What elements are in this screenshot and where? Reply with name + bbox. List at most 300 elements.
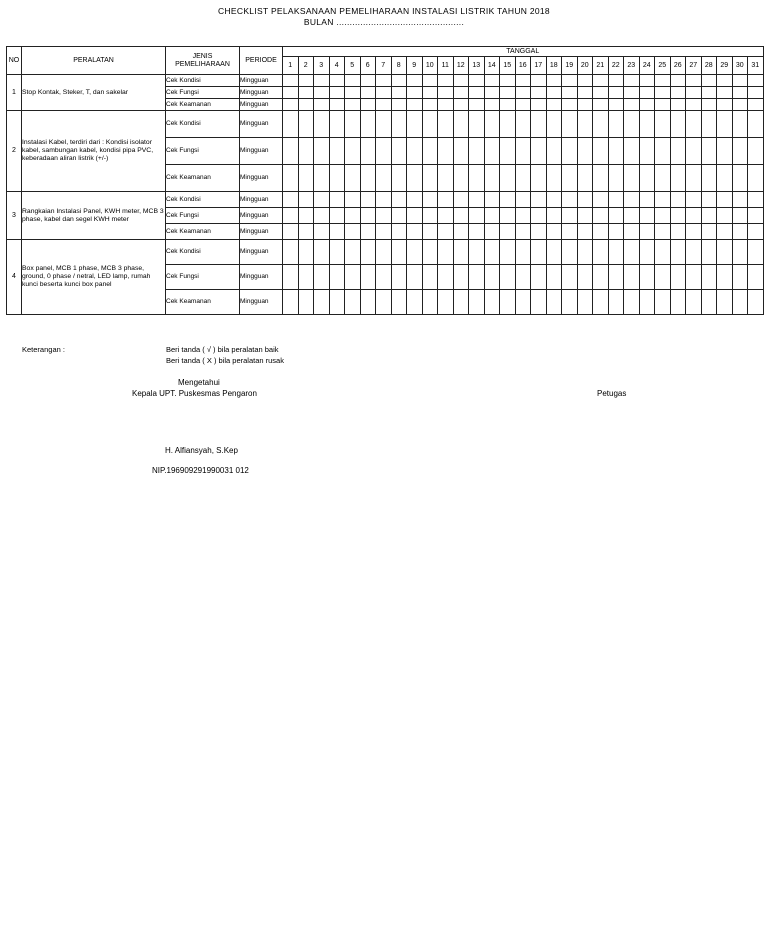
check-cell[interactable] [515,138,531,165]
check-cell[interactable] [748,192,764,208]
check-cell[interactable] [624,138,640,165]
check-cell[interactable] [469,111,485,138]
check-cell[interactable] [732,75,748,87]
check-cell[interactable] [453,165,469,192]
check-cell[interactable] [515,111,531,138]
check-cell[interactable] [577,265,593,290]
check-cell[interactable] [639,224,655,240]
check-cell[interactable] [314,165,330,192]
check-cell[interactable] [701,75,717,87]
check-cell[interactable] [283,192,299,208]
check-cell[interactable] [407,224,423,240]
check-cell[interactable] [314,208,330,224]
check-cell[interactable] [546,208,562,224]
check-cell[interactable] [453,75,469,87]
check-cell[interactable] [670,87,686,99]
check-cell[interactable] [655,87,671,99]
check-cell[interactable] [546,224,562,240]
check-cell[interactable] [717,75,733,87]
check-cell[interactable] [391,265,407,290]
check-cell[interactable] [329,240,345,265]
check-cell[interactable] [686,290,702,315]
check-cell[interactable] [438,240,454,265]
check-cell[interactable] [391,87,407,99]
check-cell[interactable] [577,290,593,315]
check-cell[interactable] [515,240,531,265]
check-cell[interactable] [701,99,717,111]
check-cell[interactable] [748,138,764,165]
check-cell[interactable] [717,99,733,111]
check-cell[interactable] [314,265,330,290]
check-cell[interactable] [732,240,748,265]
check-cell[interactable] [655,208,671,224]
check-cell[interactable] [360,111,376,138]
check-cell[interactable] [283,111,299,138]
check-cell[interactable] [391,240,407,265]
check-cell[interactable] [639,208,655,224]
check-cell[interactable] [500,240,516,265]
check-cell[interactable] [717,111,733,138]
check-cell[interactable] [593,224,609,240]
check-cell[interactable] [438,75,454,87]
check-cell[interactable] [376,265,392,290]
check-cell[interactable] [670,208,686,224]
check-cell[interactable] [484,111,500,138]
check-cell[interactable] [624,290,640,315]
check-cell[interactable] [748,208,764,224]
check-cell[interactable] [484,240,500,265]
check-cell[interactable] [624,111,640,138]
check-cell[interactable] [670,111,686,138]
check-cell[interactable] [670,240,686,265]
check-cell[interactable] [298,111,314,138]
check-cell[interactable] [438,224,454,240]
check-cell[interactable] [655,138,671,165]
check-cell[interactable] [453,87,469,99]
check-cell[interactable] [655,111,671,138]
check-cell[interactable] [670,290,686,315]
check-cell[interactable] [391,138,407,165]
check-cell[interactable] [655,224,671,240]
check-cell[interactable] [562,224,578,240]
check-cell[interactable] [453,208,469,224]
check-cell[interactable] [577,208,593,224]
check-cell[interactable] [686,192,702,208]
check-cell[interactable] [314,290,330,315]
check-cell[interactable] [717,224,733,240]
check-cell[interactable] [562,99,578,111]
check-cell[interactable] [732,224,748,240]
check-cell[interactable] [655,192,671,208]
check-cell[interactable] [298,99,314,111]
check-cell[interactable] [329,224,345,240]
check-cell[interactable] [469,99,485,111]
check-cell[interactable] [717,192,733,208]
check-cell[interactable] [500,111,516,138]
check-cell[interactable] [283,290,299,315]
check-cell[interactable] [562,290,578,315]
check-cell[interactable] [407,208,423,224]
check-cell[interactable] [624,87,640,99]
check-cell[interactable] [376,99,392,111]
check-cell[interactable] [407,290,423,315]
check-cell[interactable] [608,240,624,265]
check-cell[interactable] [531,111,547,138]
check-cell[interactable] [608,192,624,208]
check-cell[interactable] [298,138,314,165]
check-cell[interactable] [438,138,454,165]
check-cell[interactable] [717,138,733,165]
check-cell[interactable] [298,165,314,192]
check-cell[interactable] [422,224,438,240]
check-cell[interactable] [701,192,717,208]
check-cell[interactable] [562,87,578,99]
check-cell[interactable] [701,165,717,192]
check-cell[interactable] [686,138,702,165]
check-cell[interactable] [701,111,717,138]
check-cell[interactable] [484,192,500,208]
check-cell[interactable] [608,111,624,138]
check-cell[interactable] [298,192,314,208]
check-cell[interactable] [686,265,702,290]
check-cell[interactable] [329,192,345,208]
check-cell[interactable] [484,208,500,224]
check-cell[interactable] [469,290,485,315]
check-cell[interactable] [593,99,609,111]
check-cell[interactable] [298,265,314,290]
check-cell[interactable] [701,224,717,240]
check-cell[interactable] [391,290,407,315]
check-cell[interactable] [329,87,345,99]
check-cell[interactable] [732,265,748,290]
check-cell[interactable] [500,165,516,192]
check-cell[interactable] [329,138,345,165]
check-cell[interactable] [639,290,655,315]
check-cell[interactable] [670,99,686,111]
check-cell[interactable] [748,75,764,87]
check-cell[interactable] [748,265,764,290]
check-cell[interactable] [453,290,469,315]
check-cell[interactable] [577,87,593,99]
check-cell[interactable] [701,87,717,99]
check-cell[interactable] [469,87,485,99]
check-cell[interactable] [283,208,299,224]
check-cell[interactable] [515,87,531,99]
check-cell[interactable] [469,165,485,192]
check-cell[interactable] [577,111,593,138]
check-cell[interactable] [655,240,671,265]
check-cell[interactable] [360,138,376,165]
check-cell[interactable] [608,290,624,315]
check-cell[interactable] [577,240,593,265]
check-cell[interactable] [717,265,733,290]
check-cell[interactable] [593,111,609,138]
check-cell[interactable] [345,87,361,99]
check-cell[interactable] [298,208,314,224]
check-cell[interactable] [531,165,547,192]
check-cell[interactable] [376,75,392,87]
check-cell[interactable] [531,87,547,99]
check-cell[interactable] [469,208,485,224]
check-cell[interactable] [438,265,454,290]
check-cell[interactable] [732,290,748,315]
check-cell[interactable] [686,165,702,192]
check-cell[interactable] [376,224,392,240]
check-cell[interactable] [283,224,299,240]
check-cell[interactable] [407,165,423,192]
check-cell[interactable] [515,165,531,192]
check-cell[interactable] [546,265,562,290]
check-cell[interactable] [546,192,562,208]
check-cell[interactable] [639,87,655,99]
check-cell[interactable] [345,75,361,87]
check-cell[interactable] [732,208,748,224]
check-cell[interactable] [391,99,407,111]
check-cell[interactable] [701,240,717,265]
check-cell[interactable] [298,290,314,315]
check-cell[interactable] [686,240,702,265]
check-cell[interactable] [422,111,438,138]
check-cell[interactable] [546,138,562,165]
check-cell[interactable] [484,290,500,315]
check-cell[interactable] [608,138,624,165]
check-cell[interactable] [469,265,485,290]
check-cell[interactable] [624,224,640,240]
check-cell[interactable] [422,165,438,192]
check-cell[interactable] [345,111,361,138]
check-cell[interactable] [732,165,748,192]
check-cell[interactable] [639,265,655,290]
check-cell[interactable] [748,87,764,99]
check-cell[interactable] [546,165,562,192]
check-cell[interactable] [562,208,578,224]
check-cell[interactable] [717,290,733,315]
check-cell[interactable] [314,99,330,111]
check-cell[interactable] [639,192,655,208]
check-cell[interactable] [360,265,376,290]
check-cell[interactable] [500,138,516,165]
check-cell[interactable] [531,75,547,87]
check-cell[interactable] [593,240,609,265]
check-cell[interactable] [345,290,361,315]
check-cell[interactable] [748,111,764,138]
check-cell[interactable] [686,75,702,87]
check-cell[interactable] [515,208,531,224]
check-cell[interactable] [500,224,516,240]
check-cell[interactable] [469,240,485,265]
check-cell[interactable] [360,208,376,224]
check-cell[interactable] [639,165,655,192]
check-cell[interactable] [283,265,299,290]
check-cell[interactable] [329,208,345,224]
check-cell[interactable] [577,165,593,192]
check-cell[interactable] [748,165,764,192]
check-cell[interactable] [624,165,640,192]
check-cell[interactable] [655,165,671,192]
check-cell[interactable] [469,138,485,165]
check-cell[interactable] [376,192,392,208]
check-cell[interactable] [577,224,593,240]
check-cell[interactable] [624,240,640,265]
check-cell[interactable] [531,224,547,240]
check-cell[interactable] [732,87,748,99]
check-cell[interactable] [438,208,454,224]
check-cell[interactable] [531,99,547,111]
check-cell[interactable] [329,265,345,290]
check-cell[interactable] [608,165,624,192]
check-cell[interactable] [376,165,392,192]
check-cell[interactable] [686,208,702,224]
check-cell[interactable] [360,87,376,99]
check-cell[interactable] [314,87,330,99]
check-cell[interactable] [329,290,345,315]
check-cell[interactable] [438,99,454,111]
check-cell[interactable] [593,87,609,99]
check-cell[interactable] [360,75,376,87]
check-cell[interactable] [500,99,516,111]
check-cell[interactable] [453,111,469,138]
check-cell[interactable] [748,224,764,240]
check-cell[interactable] [422,138,438,165]
check-cell[interactable] [484,165,500,192]
check-cell[interactable] [562,138,578,165]
check-cell[interactable] [531,138,547,165]
check-cell[interactable] [608,87,624,99]
check-cell[interactable] [422,240,438,265]
check-cell[interactable] [360,240,376,265]
check-cell[interactable] [639,99,655,111]
check-cell[interactable] [422,290,438,315]
check-cell[interactable] [484,138,500,165]
check-cell[interactable] [298,240,314,265]
check-cell[interactable] [438,87,454,99]
check-cell[interactable] [562,265,578,290]
check-cell[interactable] [298,75,314,87]
check-cell[interactable] [624,99,640,111]
check-cell[interactable] [422,192,438,208]
check-cell[interactable] [593,192,609,208]
check-cell[interactable] [407,240,423,265]
check-cell[interactable] [298,224,314,240]
check-cell[interactable] [283,138,299,165]
check-cell[interactable] [593,290,609,315]
check-cell[interactable] [655,265,671,290]
check-cell[interactable] [701,265,717,290]
check-cell[interactable] [345,165,361,192]
check-cell[interactable] [484,265,500,290]
check-cell[interactable] [670,192,686,208]
check-cell[interactable] [469,192,485,208]
check-cell[interactable] [608,75,624,87]
check-cell[interactable] [686,224,702,240]
check-cell[interactable] [562,111,578,138]
check-cell[interactable] [422,208,438,224]
check-cell[interactable] [608,99,624,111]
check-cell[interactable] [608,208,624,224]
check-cell[interactable] [531,208,547,224]
check-cell[interactable] [391,224,407,240]
check-cell[interactable] [376,240,392,265]
check-cell[interactable] [360,165,376,192]
check-cell[interactable] [593,75,609,87]
check-cell[interactable] [732,99,748,111]
check-cell[interactable] [453,240,469,265]
check-cell[interactable] [345,265,361,290]
check-cell[interactable] [593,165,609,192]
check-cell[interactable] [732,111,748,138]
check-cell[interactable] [593,138,609,165]
check-cell[interactable] [670,224,686,240]
check-cell[interactable] [515,192,531,208]
check-cell[interactable] [422,99,438,111]
check-cell[interactable] [701,208,717,224]
check-cell[interactable] [329,75,345,87]
check-cell[interactable] [314,240,330,265]
check-cell[interactable] [608,265,624,290]
check-cell[interactable] [624,208,640,224]
check-cell[interactable] [422,265,438,290]
check-cell[interactable] [624,192,640,208]
check-cell[interactable] [283,99,299,111]
check-cell[interactable] [407,75,423,87]
check-cell[interactable] [407,111,423,138]
check-cell[interactable] [577,75,593,87]
check-cell[interactable] [360,290,376,315]
check-cell[interactable] [686,99,702,111]
check-cell[interactable] [670,138,686,165]
check-cell[interactable] [515,265,531,290]
check-cell[interactable] [391,208,407,224]
check-cell[interactable] [639,75,655,87]
check-cell[interactable] [391,111,407,138]
check-cell[interactable] [608,224,624,240]
check-cell[interactable] [314,192,330,208]
check-cell[interactable] [577,192,593,208]
check-cell[interactable] [577,138,593,165]
check-cell[interactable] [283,75,299,87]
check-cell[interactable] [593,265,609,290]
check-cell[interactable] [593,208,609,224]
check-cell[interactable] [438,111,454,138]
check-cell[interactable] [639,138,655,165]
check-cell[interactable] [422,87,438,99]
check-cell[interactable] [515,99,531,111]
check-cell[interactable] [345,138,361,165]
check-cell[interactable] [345,99,361,111]
check-cell[interactable] [391,75,407,87]
check-cell[interactable] [562,192,578,208]
check-cell[interactable] [422,75,438,87]
check-cell[interactable] [562,165,578,192]
check-cell[interactable] [453,192,469,208]
check-cell[interactable] [453,99,469,111]
check-cell[interactable] [732,192,748,208]
check-cell[interactable] [345,224,361,240]
check-cell[interactable] [624,265,640,290]
check-cell[interactable] [407,99,423,111]
check-cell[interactable] [469,75,485,87]
check-cell[interactable] [438,290,454,315]
check-cell[interactable] [329,111,345,138]
check-cell[interactable] [469,224,485,240]
check-cell[interactable] [562,240,578,265]
check-cell[interactable] [701,290,717,315]
check-cell[interactable] [500,290,516,315]
check-cell[interactable] [453,224,469,240]
check-cell[interactable] [531,290,547,315]
check-cell[interactable] [500,208,516,224]
check-cell[interactable] [376,111,392,138]
